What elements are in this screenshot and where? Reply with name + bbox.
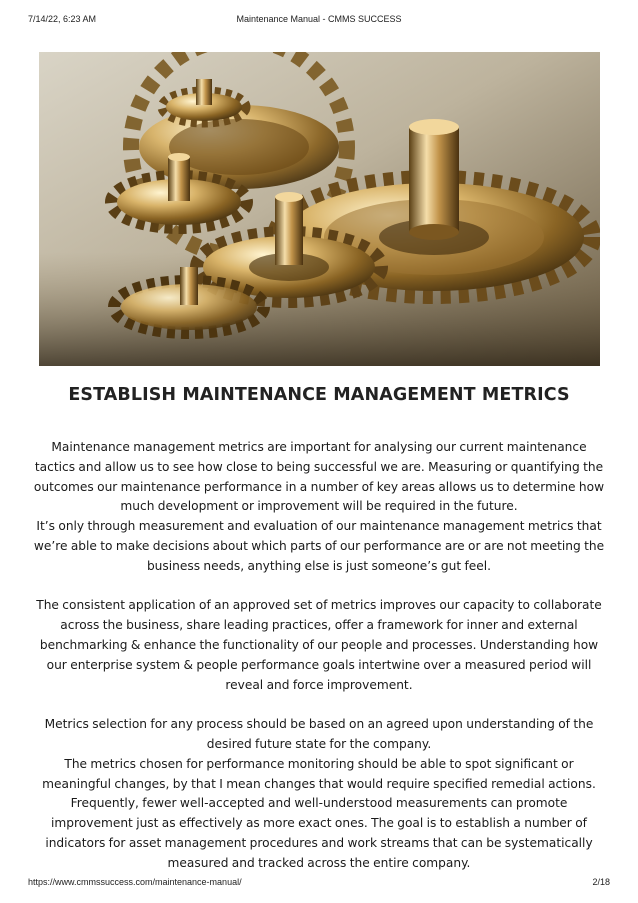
page-number: 2/18 <box>592 877 610 887</box>
section-heading: ESTABLISH MAINTENANCE MANAGEMENT METRICS <box>68 385 570 405</box>
print-url: https://www.cmmssuccess.com/maintenance-manual/ <box>28 877 242 887</box>
gears-hero-image <box>39 52 600 366</box>
paragraph-consistent-application: The consistent application of an approved set of metrics improves our capacity to collaborate across the business, share leading practices, offer a framework for inner and external benchmarking & enhance the functionality of our people and processes. Understanding how our enterprise system & people performance goals intertwine over a measured period will reveal and force improvement. <box>36 598 602 692</box>
print-footer <box>28 877 610 889</box>
paragraph-metrics-importance: Maintenance management metrics are important for analysing our current maintenance tactics and allow us to see how close to being successful we are. Measuring or quantifying the outcomes our maintenance performance in a number of key areas allows us to determine how much development or improvement will be required in the future. <box>33 440 605 514</box>
print-page-title: Maintenance Manual - CMMS SUCCESS <box>236 14 402 24</box>
print-timestamp: 7/14/22, 6:23 AM <box>28 14 97 24</box>
paragraph-measurement-decisions: It’s only through measurement and evaluation of our maintenance management metrics that we’re able to make decisions about which parts of our performance are or are not meeting the business needs, anything else is just someone’s gut feel. <box>33 519 605 573</box>
print-header <box>28 14 610 26</box>
paragraph-metrics-selection: Metrics selection for any process should be based on an agreed upon understanding of the desired future state for the company. <box>44 717 594 751</box>
section-body <box>30 438 608 874</box>
paragraph-performance-monitoring: The metrics chosen for performance monitoring should be able to spot significant or meaningful changes, by that I mean changes that would require specified remedial actions. Frequently, fewer well-accepted and well-understood measurements can promote improvement just as effectively as more exact ones. The goal is to establish a number of indicators for asset management procedures and work streams that can be systematically measured and tracked across the entire company. <box>42 756 596 870</box>
